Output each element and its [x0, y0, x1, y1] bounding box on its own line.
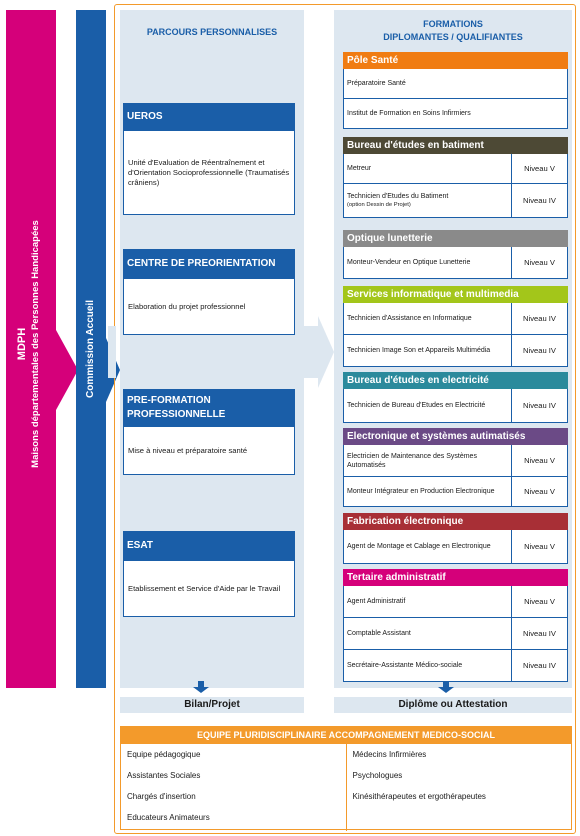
section-head: Services informatique et multimedia: [343, 286, 568, 303]
preorientation-head: CENTRE DE PREORIENTATION: [123, 249, 295, 279]
section-head: Bureau d'études en batiment: [343, 137, 568, 154]
mdph-full: Maisons départementales des Personnes Handicapées: [30, 220, 41, 468]
formation-level: Niveau IV: [523, 401, 556, 410]
list-item: Equipe pédagogique: [127, 750, 201, 759]
formation-level: Niveau IV: [523, 346, 556, 355]
section-optique: [343, 230, 568, 279]
list-item: Médecins Infirmières: [352, 750, 427, 759]
table-row: [343, 303, 568, 335]
formation-name: [344, 184, 512, 217]
formation-name: Metreur: [344, 154, 512, 183]
formation-level: Niveau IV: [523, 661, 556, 670]
formation-name: Institut de Formation en Soins Infirmiers: [347, 110, 471, 117]
formation-level: Niveau IV: [523, 629, 556, 638]
commission-label: Commission Accueil: [85, 300, 96, 398]
list-item: Educateurs Animateurs: [127, 813, 210, 822]
section-head: Tertaire administratif: [343, 569, 568, 586]
middle-arrow-tip: [318, 316, 334, 388]
table-row: [343, 99, 568, 129]
formation-name: Technicien Image Son et Appareils Multimédia: [344, 335, 512, 366]
down-arrow-icon: [441, 681, 451, 693]
diplome-label: Diplôme ou Attestation: [334, 697, 572, 713]
section-head: Optique lunetterie: [343, 230, 568, 247]
section-electronique: [343, 428, 568, 507]
formation-level: Niveau V: [524, 258, 555, 267]
table-row: [343, 389, 568, 423]
formation-level: Niveau V: [524, 542, 555, 551]
ueros-body: Unité d'Evaluation de Réentraînement et d'Orientation Socioprofessionnelle (Traumatisés crâniens): [123, 131, 295, 215]
formation-name: Agent de Montage et Cablage en Electronique: [344, 530, 512, 563]
ueros-head: UEROS: [123, 103, 295, 131]
mdph-arrow: [56, 330, 78, 410]
esat-head: ESAT: [123, 531, 295, 561]
table-row: [343, 586, 568, 618]
table-row: [343, 184, 568, 218]
list-item: Chargés d'insertion: [127, 792, 196, 801]
formation-level: Niveau IV: [523, 314, 556, 323]
section-head: Pôle Santé: [343, 52, 568, 69]
preformation-box: [123, 389, 295, 475]
table-row: [343, 247, 568, 279]
preorientation-box: [123, 249, 295, 335]
list-item: Psychologues: [352, 771, 403, 780]
formation-name: Technicien d'Assistance en Informatique: [344, 303, 512, 334]
bilan-projet-label: Bilan/Projet: [120, 697, 304, 713]
section-head: Fabrication électronique: [343, 513, 568, 530]
section-pole-sante: [343, 52, 568, 129]
section-electricite: [343, 372, 568, 423]
esat-box: [123, 531, 295, 617]
middle-arrow: [304, 326, 318, 378]
section-informatique: [343, 286, 568, 367]
table-row: [343, 618, 568, 650]
formation-name: Comptable Assistant: [344, 618, 512, 649]
equipe-left-list: [121, 744, 347, 831]
left-entry-arrow: [108, 326, 116, 378]
down-arrow-icon: [196, 681, 206, 693]
table-row: [343, 445, 568, 477]
formation-name: Electricien de Maintenance des Systèmes Automatisés: [344, 445, 512, 476]
equipe-title: EQUIPE PLURIDISCIPLINAIRE ACCOMPAGNEMENT MEDICO-SOCIAL: [121, 727, 571, 744]
mdph-acronym: MDPH: [16, 327, 28, 361]
ueros-box: [123, 103, 295, 215]
formation-level: Niveau V: [524, 487, 555, 496]
section-tertiaire: [343, 569, 568, 682]
formation-name-sub: (option Dessin de Projet): [347, 201, 411, 208]
preorientation-body: Elaboration du projet professionnel: [123, 279, 295, 335]
preformation-body: Mise à niveau et préparatoire santé: [123, 427, 295, 475]
section-fabrication: [343, 513, 568, 564]
formation-level: Niveau V: [524, 164, 555, 173]
section-head: Electronique et systèmes autimatisés: [343, 428, 568, 445]
formation-level: Niveau V: [524, 597, 555, 606]
formation-name: Agent Administratif: [344, 586, 512, 617]
equipe-right-list: [347, 744, 572, 831]
parcours-title: PARCOURS PERSONNALISES: [146, 27, 278, 37]
preformation-head: PRE-FORMATION PROFESSIONNELLE: [123, 389, 295, 427]
esat-body: Etablissement et Service d'Aide par le Travail: [123, 561, 295, 617]
list-item: Kinésithérapeutes et ergothérapeutes: [352, 792, 486, 801]
formation-name-main: Technicien d'Etudes du Batiment: [347, 192, 449, 200]
formations-title-1: FORMATIONS: [423, 19, 483, 29]
table-row: [343, 154, 568, 184]
formation-name: Secrétaire-Assistante Médico-sociale: [344, 650, 512, 681]
section-batiment: [343, 137, 568, 218]
table-row: [343, 650, 568, 682]
formation-level: Niveau V: [524, 456, 555, 465]
table-row: [343, 530, 568, 564]
formation-name: Monteur-Vendeur en Optique Lunetterie: [344, 247, 512, 278]
formation-level: Niveau IV: [523, 196, 556, 205]
formation-name: Technicien de Bureau d'Etudes en Electricité: [344, 389, 512, 422]
formations-title-2: DIPLOMANTES / QUALIFIANTES: [383, 32, 523, 42]
mdph-label: [16, 0, 46, 689]
equipe-box: [120, 726, 572, 830]
formation-name: Monteur Intégrateur en Production Electronique: [344, 477, 512, 506]
table-row: [343, 69, 568, 99]
list-item: Assistantes Sociales: [127, 771, 201, 780]
section-head: Bureau d'études en electricité: [343, 372, 568, 389]
table-row: [343, 477, 568, 507]
formation-name: Préparatoire Santé: [347, 80, 406, 87]
table-row: [343, 335, 568, 367]
